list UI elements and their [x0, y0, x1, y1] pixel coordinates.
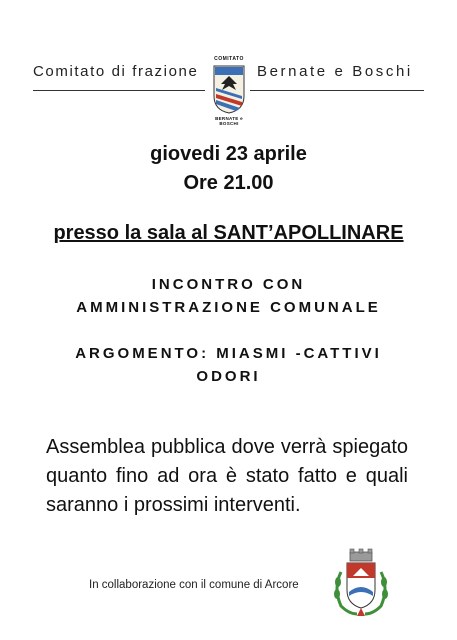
logo-bottom-label: BERNATE e BOSCHI: [215, 116, 243, 126]
body-paragraph: Assemblea pubblica dove verrà spiegato quanto fino ad ora è stato fatto e quali saranno i prossimi interventi.: [46, 436, 408, 516]
header-right-divider: [250, 90, 424, 91]
event-time: Ore 21.00: [183, 172, 274, 194]
committee-logo: [206, 56, 252, 126]
arcore-coat-of-arms-icon: [331, 548, 391, 620]
meeting-topic-line1: ARGOMENTO: MIASMI -CATTIVI: [75, 345, 382, 362]
meeting-title: [0, 273, 457, 319]
logo-top-label: COMITATO: [214, 56, 244, 62]
event-venue: presso la sala al SANT’APOLLINARE: [53, 222, 404, 244]
header-left-divider: [33, 90, 205, 91]
header-left-title: Comitato di frazione: [33, 63, 199, 80]
header: [0, 0, 457, 130]
meeting-topic: [0, 342, 457, 388]
committee-crest-icon: [212, 64, 246, 114]
header-right-title: Bernate e Boschi: [257, 63, 413, 80]
meeting-topic-line2: ODORI: [196, 368, 261, 385]
meeting-title-line1: INCONTRO CON: [151, 276, 306, 293]
collaboration-note: In collaborazione con il comune di Arcore: [89, 579, 299, 591]
event-date: giovedi 23 aprile: [150, 143, 307, 165]
meeting-title-line2: AMMINISTRAZIONE COMUNALE: [76, 299, 381, 316]
